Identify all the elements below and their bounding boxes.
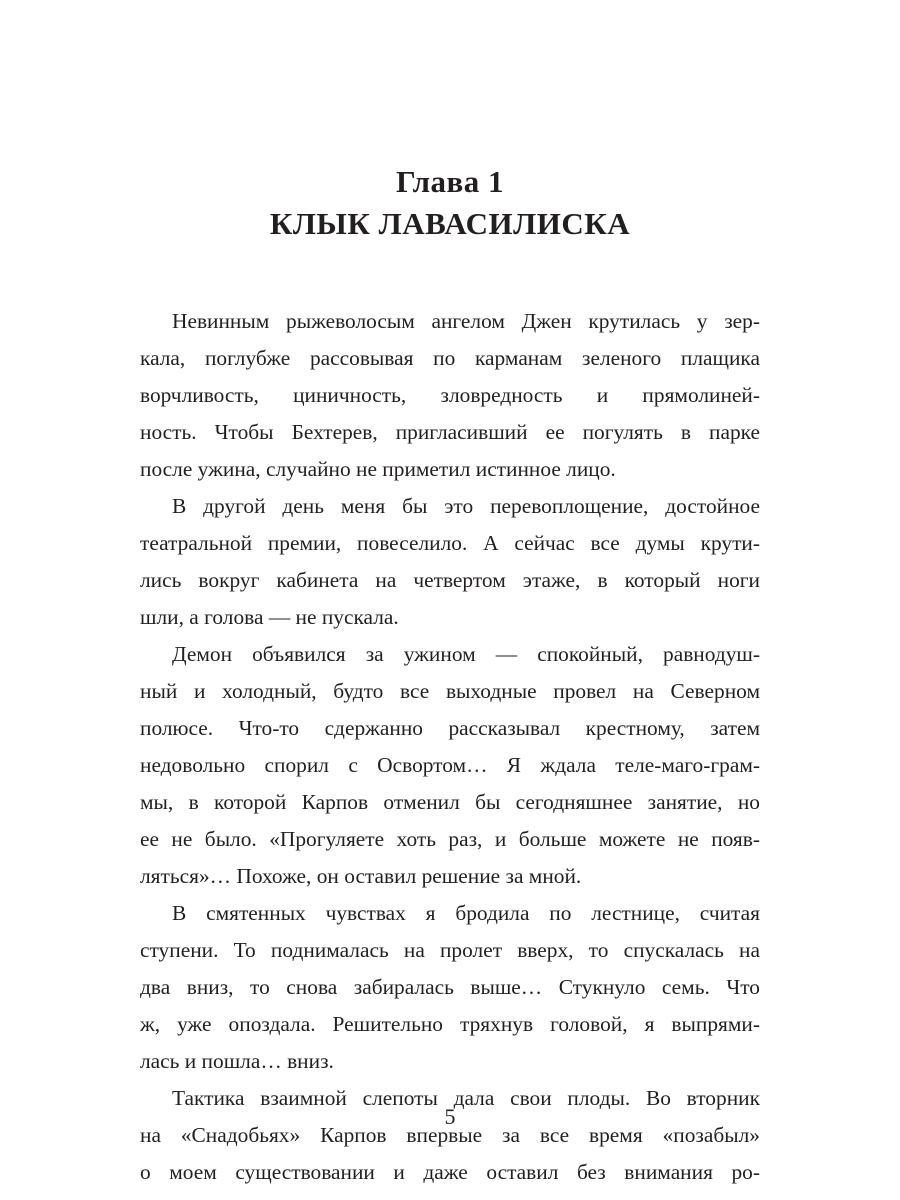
text-line: Невинным рыжеволосым ангелом Джен крутилась у зер-	[172, 309, 760, 333]
text-line: Демон объявился за ужином — спокойный, равнодуш-	[172, 642, 760, 666]
text-line: В смятенных чувствах я бродила по лестнице, считая	[172, 901, 760, 925]
text-line: лись вокруг кабинета на четвертом этаже, в который ноги	[140, 568, 760, 592]
text-line: ступени. То поднималась на пролет вверх, то спускалась на	[140, 938, 760, 962]
text-line: мы, в которой Карпов отменил бы сегодняшнее занятие, но	[140, 790, 760, 814]
body-text	[140, 303, 760, 1191]
text-line: после ужина, случайно не приметил истинное лицо.	[140, 457, 616, 481]
page-number: 5	[444, 1104, 456, 1129]
text-line: два вниз, то снова забиралась выше… Стукнуло семь. Что	[140, 975, 760, 999]
text-line: кала, поглубже рассовывая по карманам зеленого плащика	[140, 346, 760, 370]
paragraph	[140, 895, 760, 1080]
text-line: ность. Чтобы Бехтерев, пригласивший ее погулять в парке	[140, 420, 760, 444]
text-line: о моем существовании и даже оставил без внимания ро-	[140, 1160, 760, 1184]
text-line: недовольно спорил с Освортом… Я ждала теле-маго-грам-	[140, 753, 760, 777]
text-line: театральной премии, повеселило. А сейчас все думы крути-	[140, 531, 760, 555]
paragraph	[140, 636, 760, 895]
paragraph	[140, 1080, 760, 1191]
paragraph	[140, 488, 760, 636]
text-line: ляться»… Похоже, он оставил решение за мной.	[140, 864, 582, 888]
text-line: лась и пошла… вниз.	[140, 1049, 334, 1073]
text-line: на «Снадобьях» Карпов впервые за все время «позабыл»	[140, 1123, 760, 1147]
text-line: ее не было. «Прогуляете хоть раз, и больше можете не появ-	[140, 827, 760, 851]
text-line: шли, а голова — не пускала.	[140, 605, 399, 629]
text-line: ж, уже опоздала. Решительно тряхнув головой, я выпрями-	[140, 1012, 760, 1036]
text-line: Тактика взаимной слепоты дала свои плоды. Во вторник	[172, 1086, 760, 1110]
chapter-number: Глава 1	[395, 164, 505, 199]
text-line: ворчливость, циничность, зловредность и прямолиней-	[140, 383, 760, 407]
text-line: ный и холодный, будто все выходные провел на Северном	[140, 679, 760, 703]
text-line: В другой день меня бы это перевоплощение, достойное	[172, 494, 760, 518]
paragraph	[140, 303, 760, 488]
chapter-title: КЛЫК ЛАВАСИЛИСКА	[269, 206, 631, 241]
text-line: полюсе. Что-то сдержанно рассказывал крестному, затем	[140, 716, 760, 740]
